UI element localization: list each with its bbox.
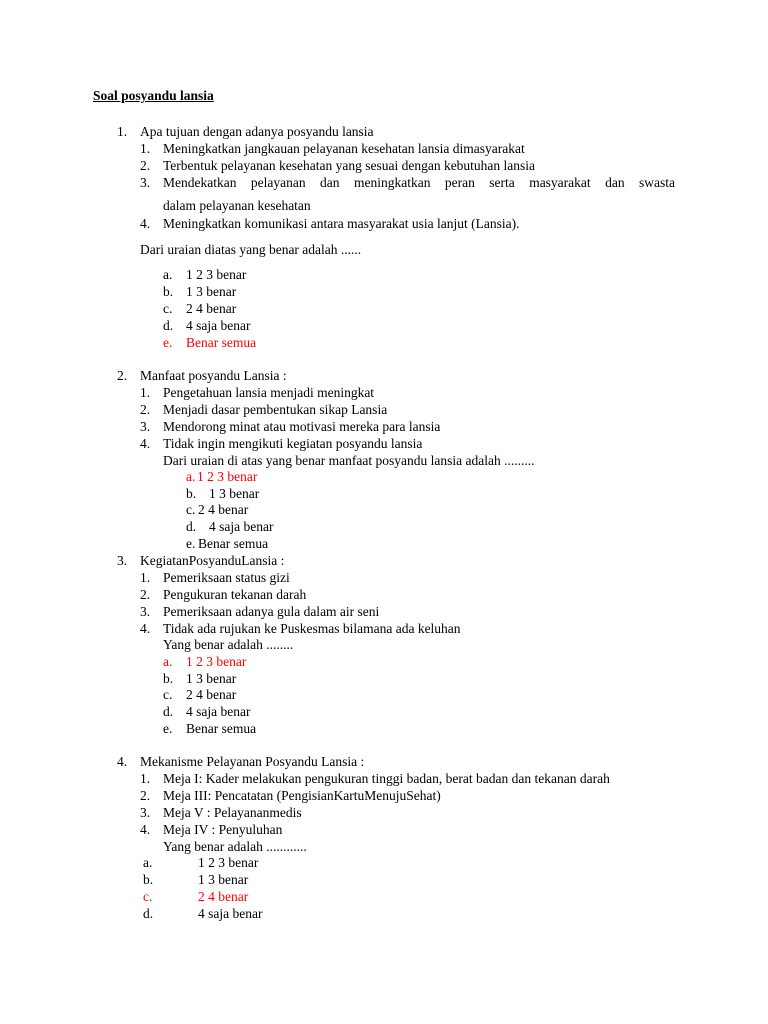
- option-letter: e.: [186, 536, 196, 551]
- statement-text: Meja IV : Penyuluhan: [163, 822, 283, 837]
- statement-number: 4.: [140, 436, 151, 451]
- option-letter: b.: [163, 284, 174, 299]
- option-letter: c.: [163, 301, 173, 316]
- option-letter-correct: a.: [186, 469, 196, 484]
- statement-number: 4.: [140, 822, 151, 837]
- statement-number: 4.: [140, 621, 151, 636]
- question-text: Apa tujuan dengan adanya posyandu lansia: [140, 124, 374, 139]
- question-number: 4.: [117, 754, 128, 769]
- statement-number: 1.: [140, 385, 151, 400]
- statement-text: Meja III: Pencatatan (PengisianKartuMenujuSehat): [163, 788, 441, 803]
- option-letter: d.: [163, 704, 174, 719]
- option-letter-correct: c.: [143, 889, 153, 904]
- question-text: KegiatanPosyanduLansia :: [140, 553, 285, 568]
- option-letter: d.: [143, 906, 154, 921]
- statement-number: 3.: [140, 805, 151, 820]
- option-letter-correct: a.: [163, 654, 173, 669]
- option-text: Benar semua: [186, 721, 257, 736]
- statement-number: 1.: [140, 141, 151, 156]
- statement-number: 3.: [140, 604, 151, 619]
- statement-text: Pemeriksaan status gizi: [163, 570, 290, 585]
- option-letter: a.: [163, 267, 173, 282]
- option-text: 4 saja benar: [209, 519, 274, 534]
- statement-text: Pengetahuan lansia menjadi meningkat: [163, 385, 375, 400]
- statement-number: 3.: [140, 175, 151, 190]
- statement-text: Meningkatkan komunikasi antara masyarakat usia lanjut (Lansia).: [163, 216, 520, 231]
- option-text: Benar semua: [198, 536, 269, 551]
- question-prompt: Dari uraian di atas yang benar manfaat posyandu lansia adalah .........: [163, 453, 535, 468]
- option-text: 1 3 benar: [186, 284, 237, 299]
- statement-text: Meja I: Kader melakukan pengukuran tinggi badan, berat badan dan tekanan darah: [163, 771, 610, 786]
- option-letter: d.: [163, 318, 174, 333]
- statement-number: 3.: [140, 419, 151, 434]
- statement-number: 2.: [140, 587, 151, 602]
- option-text-correct: 1 2 3 benar: [197, 469, 258, 484]
- option-letter: b.: [143, 872, 154, 887]
- option-text: 4 saja benar: [186, 704, 251, 719]
- statement-number: 2.: [140, 788, 151, 803]
- option-text-correct: 1 2 3 benar: [186, 654, 247, 669]
- option-text: 1 2 3 benar: [186, 267, 247, 282]
- option-text: 1 2 3 benar: [198, 855, 259, 870]
- question-number: 1.: [117, 124, 128, 139]
- option-letter: b.: [163, 671, 174, 686]
- option-letter: d.: [186, 519, 197, 534]
- statement-text: Tidak ada rujukan ke Puskesmas bilamana ada keluhan: [163, 621, 461, 636]
- option-letter: c.: [186, 502, 196, 517]
- statement-number: 2.: [140, 158, 151, 173]
- option-text: 1 3 benar: [198, 872, 249, 887]
- option-text-correct: Benar semua: [186, 335, 257, 350]
- option-text: 4 saja benar: [198, 906, 263, 921]
- question-prompt: Dari uraian diatas yang benar adalah ......: [140, 242, 362, 257]
- question-prompt: Yang benar adalah ........: [163, 637, 294, 652]
- statement-text: Menjadi dasar pembentukan sikap Lansia: [163, 402, 388, 417]
- statement-text: Meja V : Pelayananmedis: [163, 805, 302, 820]
- statement-number: 4.: [140, 216, 151, 231]
- question-prompt: Yang benar adalah ............: [163, 839, 307, 854]
- statement-text: Meningkatkan jangkauan pelayanan kesehatan lansia dimasyarakat: [163, 141, 525, 156]
- statement-text: Mendorong minat atau motivasi mereka para lansia: [163, 419, 441, 434]
- option-letter: e.: [163, 721, 173, 736]
- option-text-correct: 2 4 benar: [198, 889, 249, 904]
- statement-text: Mendekatkan pelayanan dan meningkatkan peran serta masyarakat dan swasta: [163, 175, 675, 190]
- question-number: 2.: [117, 368, 128, 383]
- statement-text: Tidak ingin mengikuti kegiatan posyandu lansia: [163, 436, 423, 451]
- option-text: 2 4 benar: [198, 502, 249, 517]
- option-letter: a.: [143, 855, 153, 870]
- statement-text-continuation: dalam pelayanan kesehatan: [163, 198, 311, 213]
- statement-text: Pemeriksaan adanya gula dalam air seni: [163, 604, 380, 619]
- statement-number: 1.: [140, 570, 151, 585]
- page-title: Soal posyandu lansia: [93, 88, 214, 103]
- option-text: 1 3 benar: [186, 671, 237, 686]
- statement-text: Pengukuran tekanan darah: [163, 587, 307, 602]
- statement-text: Terbentuk pelayanan kesehatan yang sesuai dengan kebutuhan lansia: [163, 158, 536, 173]
- question-text: Mekanisme Pelayanan Posyandu Lansia :: [140, 754, 365, 769]
- option-letter: c.: [163, 687, 173, 702]
- question-number: 3.: [117, 553, 128, 568]
- question-text: Manfaat posyandu Lansia :: [140, 368, 287, 383]
- option-letter-correct: e.: [163, 335, 173, 350]
- statement-number: 1.: [140, 771, 151, 786]
- option-text: 2 4 benar: [186, 687, 237, 702]
- statement-number: 2.: [140, 402, 151, 417]
- option-text: 2 4 benar: [186, 301, 237, 316]
- option-text: 1 3 benar: [209, 486, 260, 501]
- option-letter: b.: [186, 486, 197, 501]
- option-text: 4 saja benar: [186, 318, 251, 333]
